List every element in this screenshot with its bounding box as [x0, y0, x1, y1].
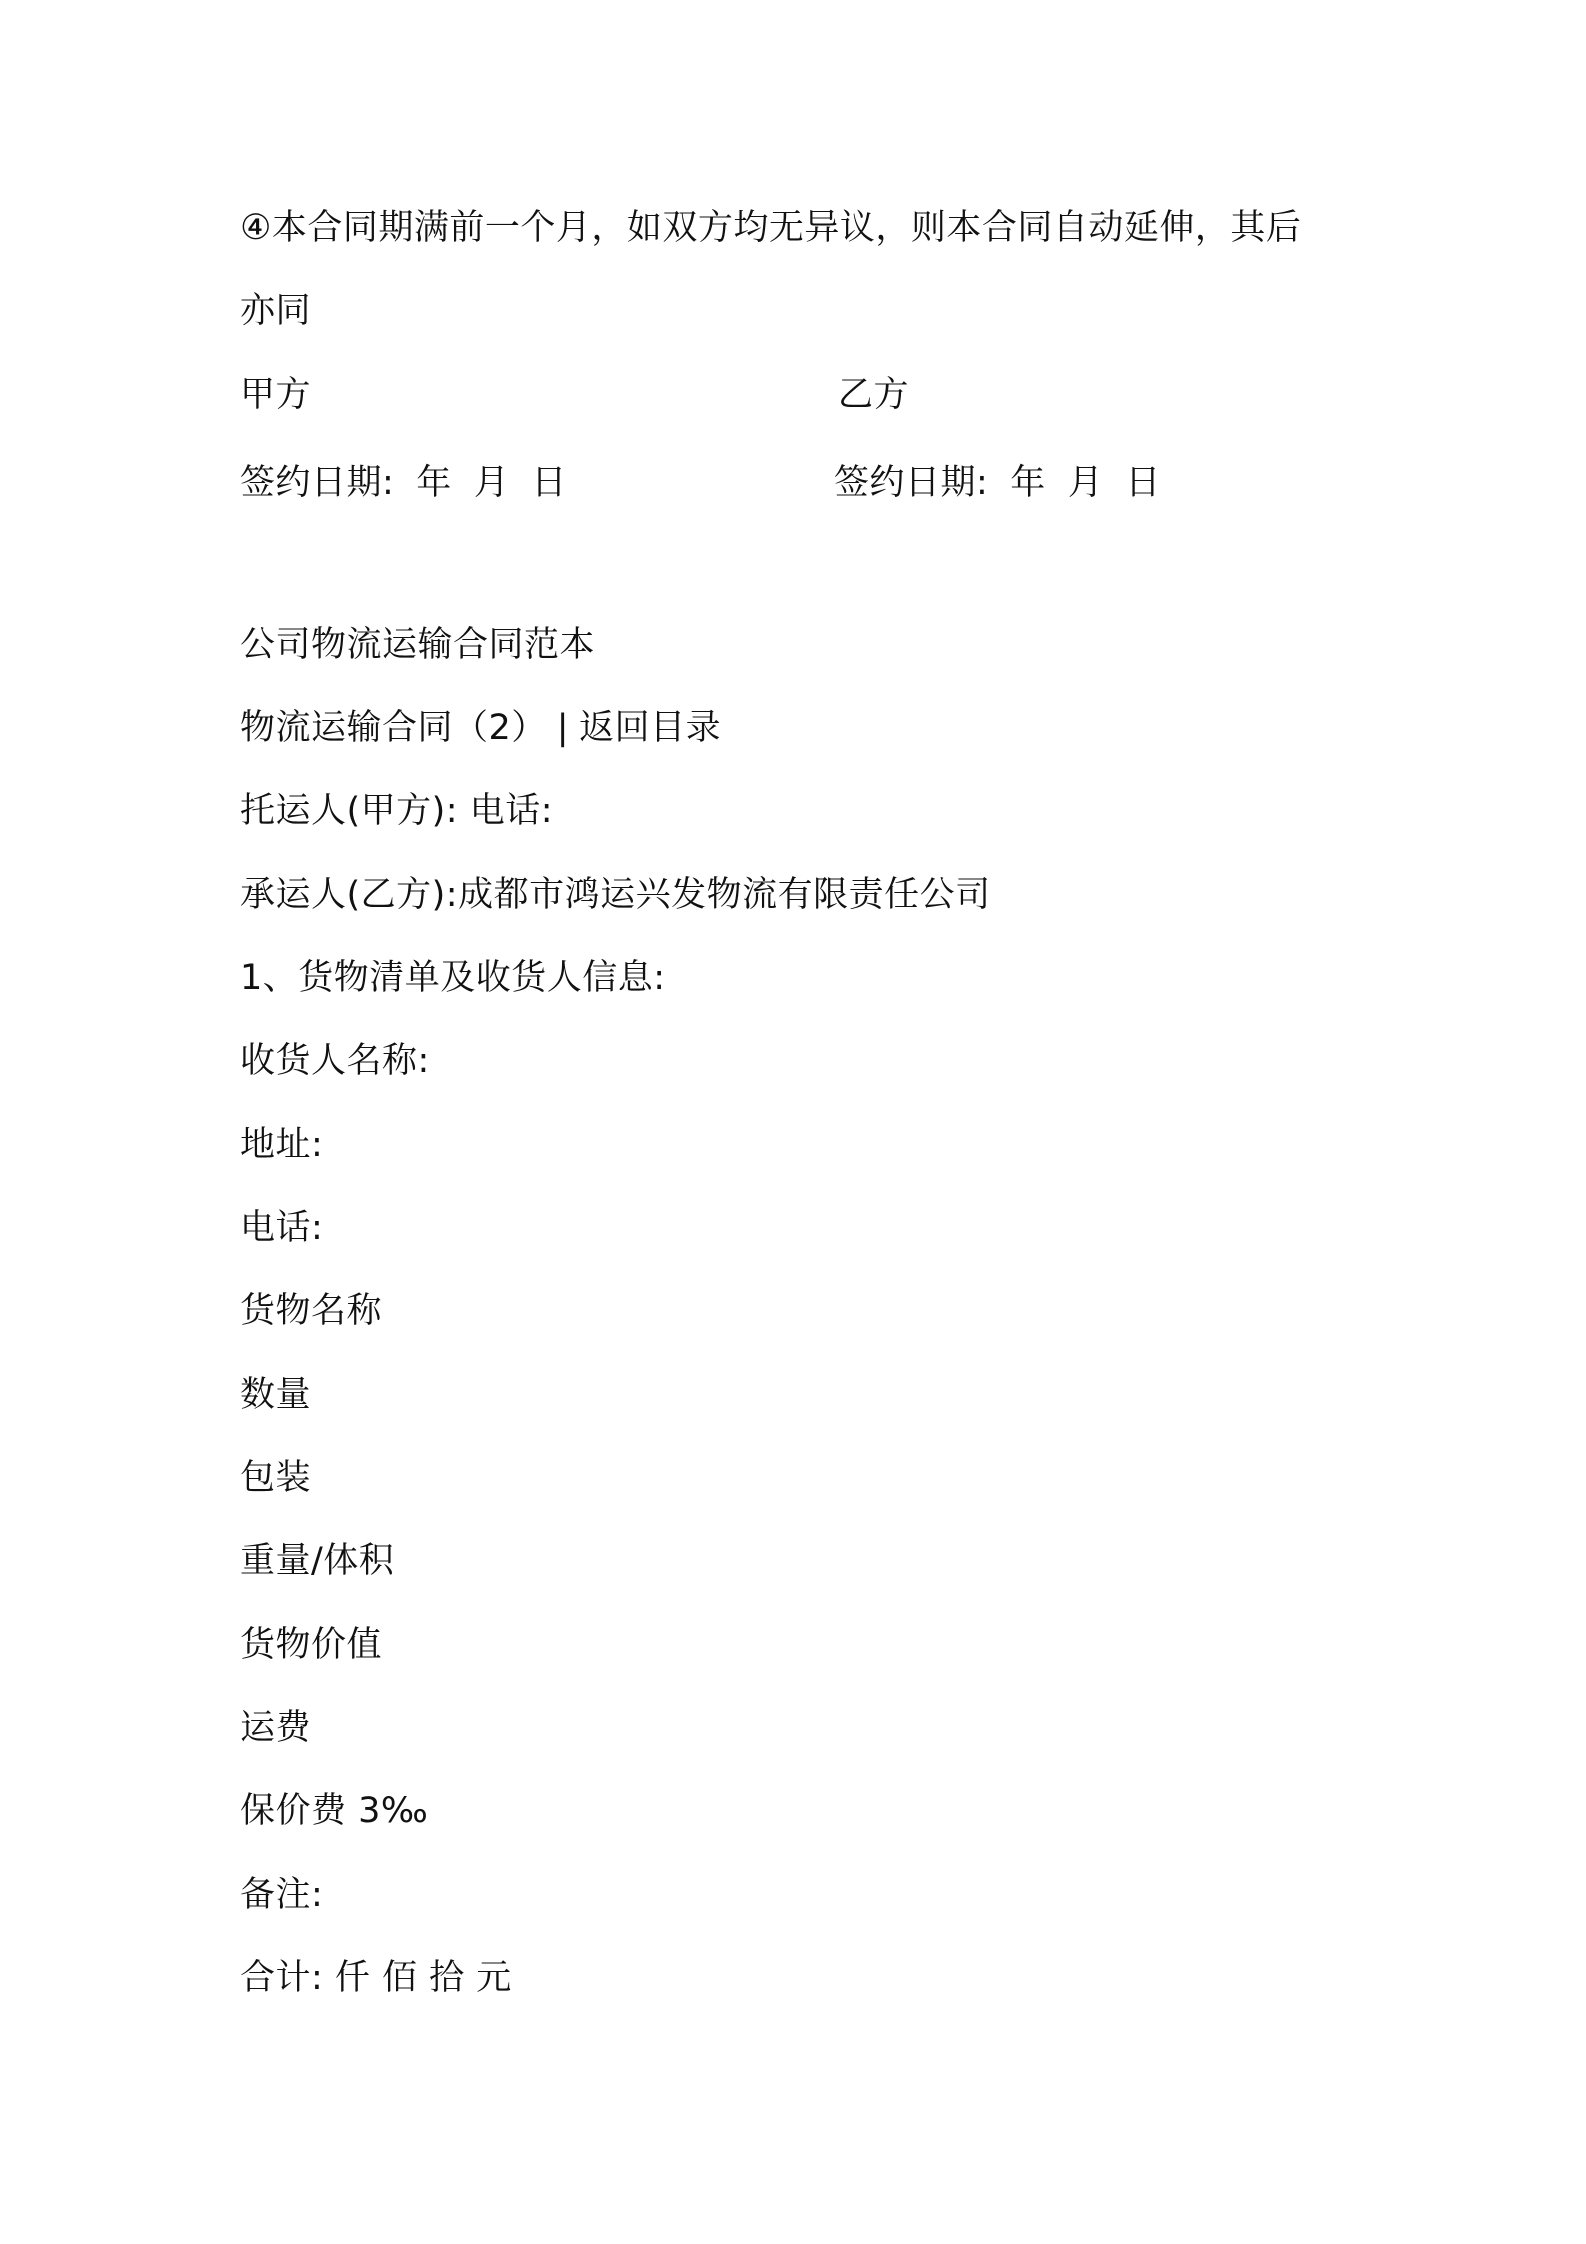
field-freight: 运费 — [240, 1708, 312, 1748]
clause-line-2: 亦同 — [240, 291, 312, 331]
field-quantity: 数量 — [240, 1375, 312, 1415]
field-weight-volume: 重量/体积 — [240, 1541, 395, 1581]
party-b-sign-date — [834, 458, 1161, 508]
field-carrier: 承运人(乙方):成都市鸿运兴发物流有限责任公司 — [240, 875, 991, 915]
party-a-sign-date — [240, 458, 567, 508]
field-cargo-value: 货物价值 — [240, 1625, 383, 1665]
party-b-label: 乙方 — [838, 375, 910, 415]
field-address: 地址: — [240, 1125, 324, 1165]
field-cargo-name: 货物名称 — [240, 1291, 383, 1331]
field-phone: 电话: — [240, 1208, 324, 1248]
party-a-label: 甲方 — [240, 375, 312, 415]
day-label: 日 — [1125, 463, 1161, 503]
field-packaging: 包装 — [240, 1458, 312, 1498]
subtitle-text: 物流运输合同（2） — [240, 708, 547, 748]
sign-date-label: 签约日期: — [834, 463, 989, 503]
day-label: 日 — [531, 463, 567, 503]
field-shipper: 托运人(甲方): 电话: — [240, 791, 554, 831]
month-label: 月 — [473, 463, 510, 503]
back-to-toc-link[interactable]: 返回目录 — [579, 708, 722, 748]
subtitle-row — [240, 703, 721, 753]
field-cargo-list-heading: 1、货物清单及收货人信息: — [240, 958, 666, 998]
field-insurance-fee: 保价费 3‰ — [240, 1791, 429, 1831]
field-total: 合计: 仟 佰 拾 元 — [240, 1958, 512, 1998]
sign-date-label: 签约日期: — [240, 463, 395, 503]
year-label: 年 — [1010, 463, 1046, 503]
field-consignee-name: 收货人名称: — [240, 1041, 430, 1081]
year-label: 年 — [416, 463, 452, 503]
document-title: 公司物流运输合同范本 — [240, 625, 596, 665]
field-remarks: 备注: — [240, 1875, 324, 1915]
month-label: 月 — [1067, 463, 1104, 503]
clause-line-1: ④本合同期满前一个月，如双方均无异议，则本合同自动延伸，其后 — [240, 208, 1302, 248]
subtitle-separator: | — [556, 708, 570, 748]
